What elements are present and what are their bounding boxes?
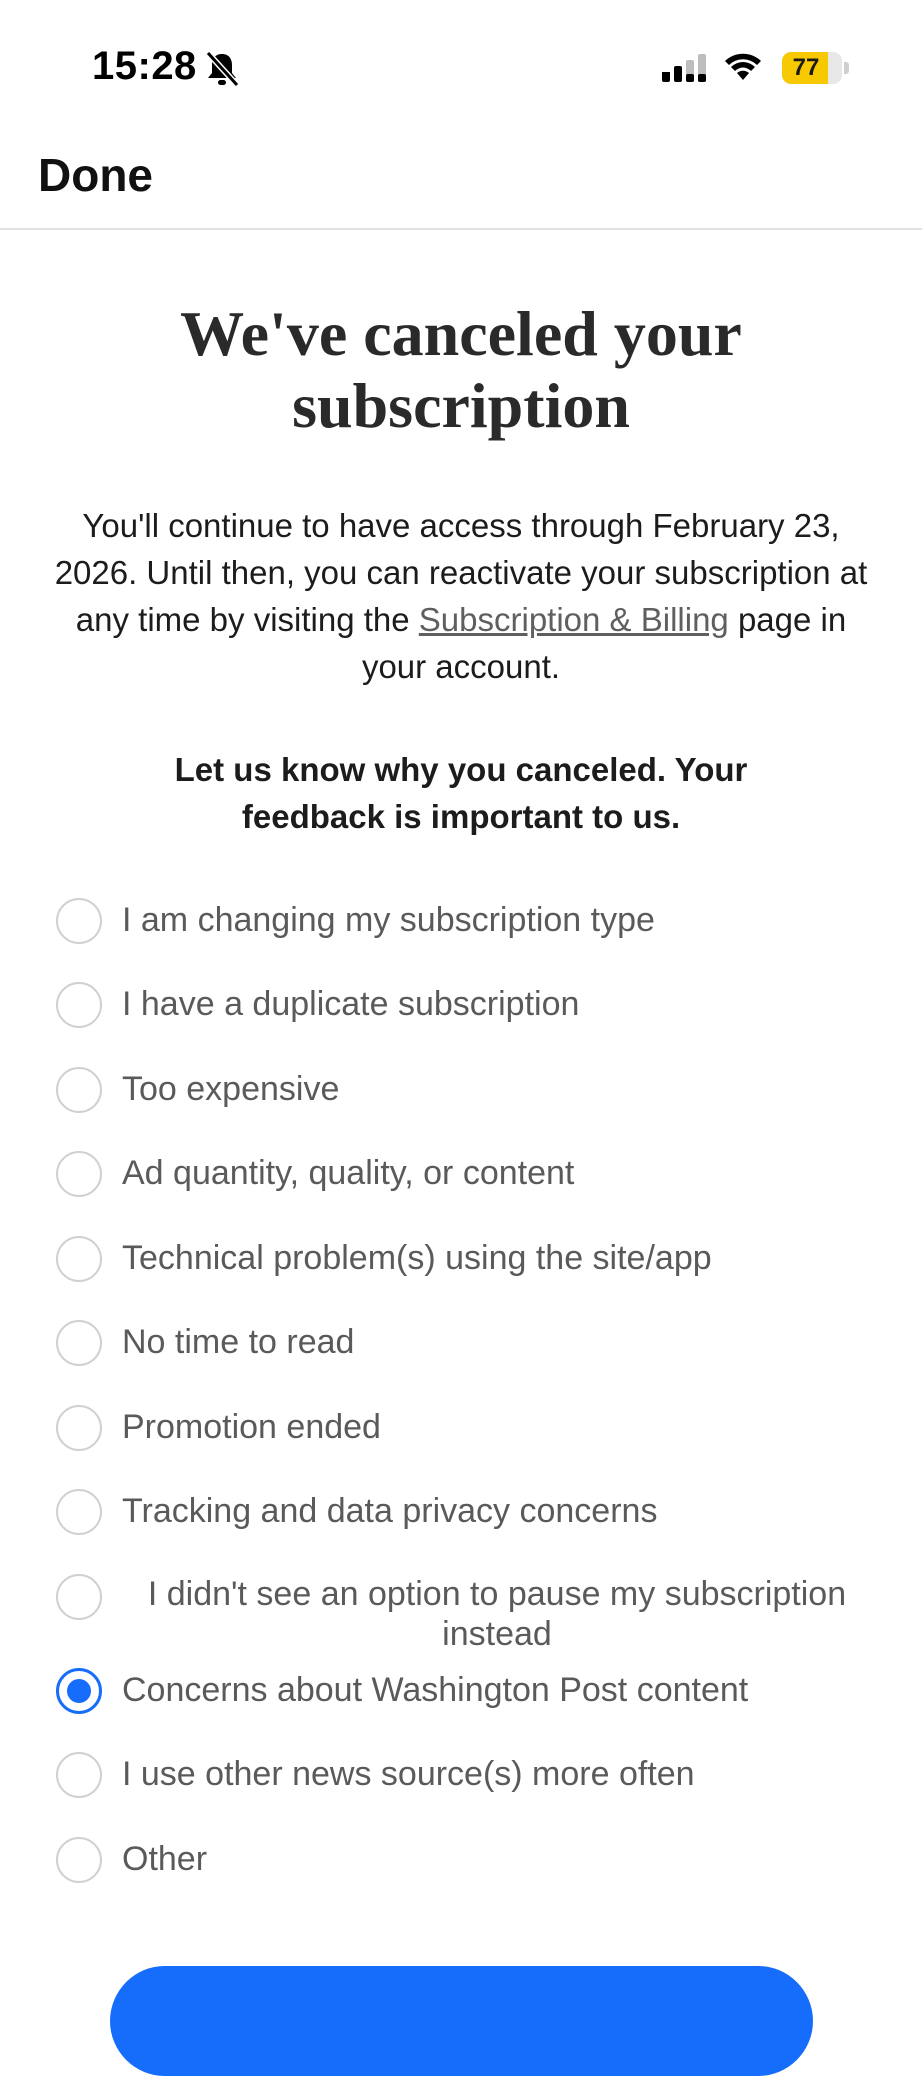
reason-label: Tracking and data privacy concerns bbox=[122, 1492, 658, 1530]
reason-label: Other bbox=[122, 1840, 208, 1878]
intro-text-after: page in your account. bbox=[361, 601, 847, 685]
done-button[interactable]: Done bbox=[38, 149, 153, 201]
submit-button[interactable] bbox=[110, 1966, 813, 2076]
wifi-icon bbox=[722, 50, 764, 84]
page-title: We've canceled your subscription bbox=[180, 298, 742, 441]
radio-button[interactable] bbox=[56, 1489, 102, 1535]
reason-label: Ad quantity, quality, or content bbox=[122, 1154, 575, 1192]
reason-label: I use other news source(s) more often bbox=[122, 1755, 695, 1793]
reason-label: Promotion ended bbox=[122, 1408, 381, 1446]
radio-button[interactable] bbox=[56, 1752, 102, 1798]
radio-button[interactable] bbox=[56, 1236, 102, 1282]
reason-label: Concerns about Washington Post content bbox=[122, 1671, 749, 1709]
status-bar bbox=[0, 0, 922, 120]
radio-button[interactable] bbox=[56, 1067, 102, 1113]
intro-text-before: You'll continue to have access through February 23, 2026. Until then, you can reactivate your subscription at any time by visiting the bbox=[54, 507, 868, 638]
reason-label: I didn't see an option to pause my subscription instead bbox=[147, 1575, 847, 1653]
reason-label: I am changing my subscription type bbox=[122, 901, 655, 939]
cellular-signal-icon bbox=[660, 52, 710, 86]
reason-label: Too expensive bbox=[122, 1070, 340, 1108]
radio-button[interactable] bbox=[56, 1151, 102, 1197]
reason-label: No time to read bbox=[122, 1323, 355, 1361]
battery-icon bbox=[782, 52, 842, 84]
feedback-prompt: Let us know why you canceled. Your feedback is important to us. bbox=[174, 751, 748, 835]
nav-bar bbox=[0, 120, 922, 230]
radio-button[interactable] bbox=[56, 1574, 102, 1620]
subscription-billing-link[interactable]: Subscription & Billing bbox=[418, 601, 729, 638]
reason-label: I have a duplicate subscription bbox=[122, 985, 580, 1023]
bell-slash-icon bbox=[204, 50, 240, 88]
radio-button-selected[interactable] bbox=[56, 1668, 102, 1714]
intro-text bbox=[46, 502, 876, 690]
radio-button[interactable] bbox=[56, 1320, 102, 1366]
status-time: 15:28 bbox=[92, 44, 197, 88]
radio-button[interactable] bbox=[56, 1837, 102, 1883]
radio-button[interactable] bbox=[56, 898, 102, 944]
battery-level: 77 bbox=[792, 54, 820, 81]
radio-button[interactable] bbox=[56, 1405, 102, 1451]
radio-button[interactable] bbox=[56, 982, 102, 1028]
battery-tip bbox=[844, 62, 849, 74]
reason-label: Technical problem(s) using the site/app bbox=[122, 1239, 712, 1277]
